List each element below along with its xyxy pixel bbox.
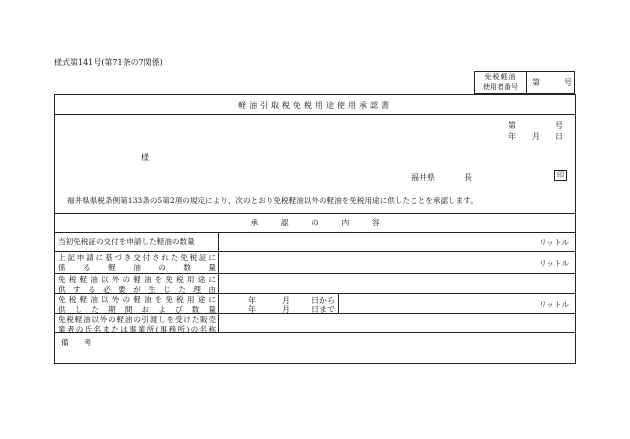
row4-label-line1: 免税軽油以外の軽油を免税用途に <box>58 295 216 304</box>
user-number-go: 号 <box>564 78 572 87</box>
period-from-year: 年 <box>248 296 256 305</box>
row2-divider <box>55 273 575 274</box>
row1-divider <box>55 251 575 252</box>
content-header: 承 認 の 内 容 <box>250 218 380 227</box>
row4-label <box>58 295 216 314</box>
row5-label-line1: 免税軽油以外の軽油の引渡しを受けた販売 <box>58 315 216 324</box>
content-header-bottom <box>55 232 575 233</box>
row3-label-line1: 免税軽油以外の軽油を免税用途に <box>58 275 216 284</box>
period-from-month: 月 <box>282 296 290 305</box>
row2-label <box>58 253 216 272</box>
period-quantity-divider <box>338 293 339 313</box>
row1-unit: リットル <box>539 238 570 247</box>
addressee-sama: 様 <box>141 153 149 162</box>
row3-divider <box>55 293 575 294</box>
form-title: 軽油引取税免税用途使用承認書 <box>238 101 392 110</box>
issuer-chief: 長 <box>464 173 472 182</box>
doc-number-dai: 第 <box>508 121 516 130</box>
date-month: 月 <box>532 132 540 141</box>
label-column-divider <box>218 232 219 332</box>
title-divider <box>55 114 575 115</box>
row3-label <box>58 275 216 294</box>
row3-label-line2: 供する必要が生じた理由 <box>58 284 216 294</box>
content-header-top <box>55 213 575 214</box>
row2-label-line1: 上記申請に基づき交付された免税証に <box>58 253 216 262</box>
period-from-day: 日から <box>311 296 335 305</box>
period-to-month: 月 <box>282 305 290 314</box>
preamble-text: 福井県県税条例第133条の5第2項の規定により、次のとおり免税軽油以外の軽油を免税用途に供したことを承認します。 <box>67 196 478 205</box>
row2-unit: リットル <box>539 259 570 268</box>
row2-label-line2: 係る軽油の数量 <box>58 262 216 272</box>
user-number-dai: 第 <box>532 78 540 87</box>
form-number: 様式第141号(第71条の7関係) <box>54 58 163 67</box>
date-year: 年 <box>508 132 516 141</box>
user-number-label-line1: 免税軽油 <box>484 73 517 81</box>
period-to-day: 日まで <box>311 305 335 314</box>
user-number-label-line2: 使用者番号 <box>483 82 518 91</box>
date-day: 日 <box>555 132 563 141</box>
period-to-year: 年 <box>248 305 256 314</box>
row5-label-line2: 業者の氏名または事業所(事務所)の名称 <box>58 324 216 334</box>
user-number-label <box>475 72 527 93</box>
row5-divider <box>55 332 575 333</box>
row4-label-line2: 供した期間および数量 <box>58 304 216 314</box>
issuer-prefecture: 福井県 <box>411 173 435 182</box>
seal-box: 印 <box>554 170 567 181</box>
approval-form <box>54 94 576 364</box>
user-number-box <box>474 71 575 94</box>
row1-label: 当初免税証の交付を申請した軽油の数量 <box>58 237 195 246</box>
remarks-label: 備 考 <box>61 338 92 347</box>
row4-unit: リットル <box>539 300 570 309</box>
doc-number-go: 号 <box>555 121 563 130</box>
row4-divider <box>55 313 575 314</box>
